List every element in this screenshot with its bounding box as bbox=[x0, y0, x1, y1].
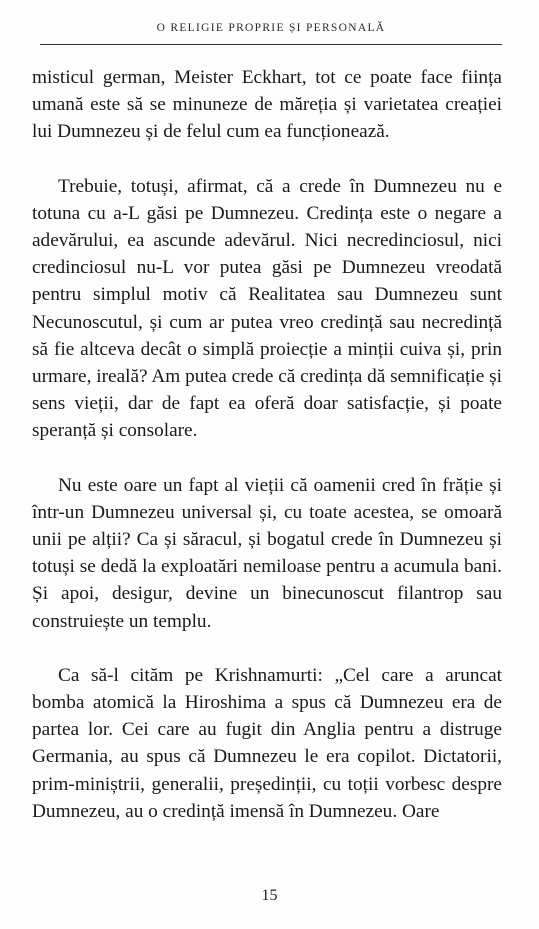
paragraph: Ca să-l cităm pe Krishnamurti: „Cel care a aruncat bomba atomică la Hiroshima a spus că Dumnezeu era de partea lor. Cei care au fugit din Anglia pentru a distruge Germania, au spus că Dumnezeu le era copilot. Dictatorii, prim-miniștrii, generalii, președinții, cu toții vorbesc despre Dumnezeu, au o credință imensă în Dumnezeu. Oare bbox=[32, 664, 502, 822]
paragraph: Trebuie, totuși, afirmat, că a crede în Dumnezeu nu e totuna cu a-L găsi pe Dumnezeu. Credința este o negare a adevărului, ea ascunde adevărul. Nici necredinciosul, nici credinciosul nu-L vor putea găsi pe Dumnezeu vreodată pentru simplul motiv că Realitatea sau Dumnezeu sunt Necunoscutul, și cum ar putea vreo credință sau necredință să fie altceva decât o simplă proiecție a minții cuiva și, prin urmare, ireală? Am putea crede că credința dă semnificație și sens vieții, dar de fapt ea oferă doar satisfacție, și poate speranță și consolare. bbox=[32, 175, 502, 442]
page-number: 15 bbox=[261, 887, 278, 904]
running-header: O RELIGIE PROPRIE ȘI PERSONALĂ bbox=[156, 22, 386, 34]
paragraph-continuation: misticul german, Meister Eckhart, tot ce poate face ființa umană este să se minuneze de măreția și varietatea creației lui Dumnezeu și de felul cum ea funcționează. bbox=[32, 67, 502, 143]
header-rule bbox=[40, 44, 502, 45]
body-text bbox=[32, 64, 502, 852]
paragraph: Nu este oare un fapt al vieții că oamenii cred în frăție și într-un Dumnezeu universal și, cu toate acestea, se omoară unii pe alții? Ca și săracul, și bogatul crede în Dumnezeu și totuși se dedă la exploatări nemiloase pentru a acumula bani. Și apoi, desigur, devine un binecunoscut filantrop sau construiește un templu. bbox=[32, 474, 502, 632]
